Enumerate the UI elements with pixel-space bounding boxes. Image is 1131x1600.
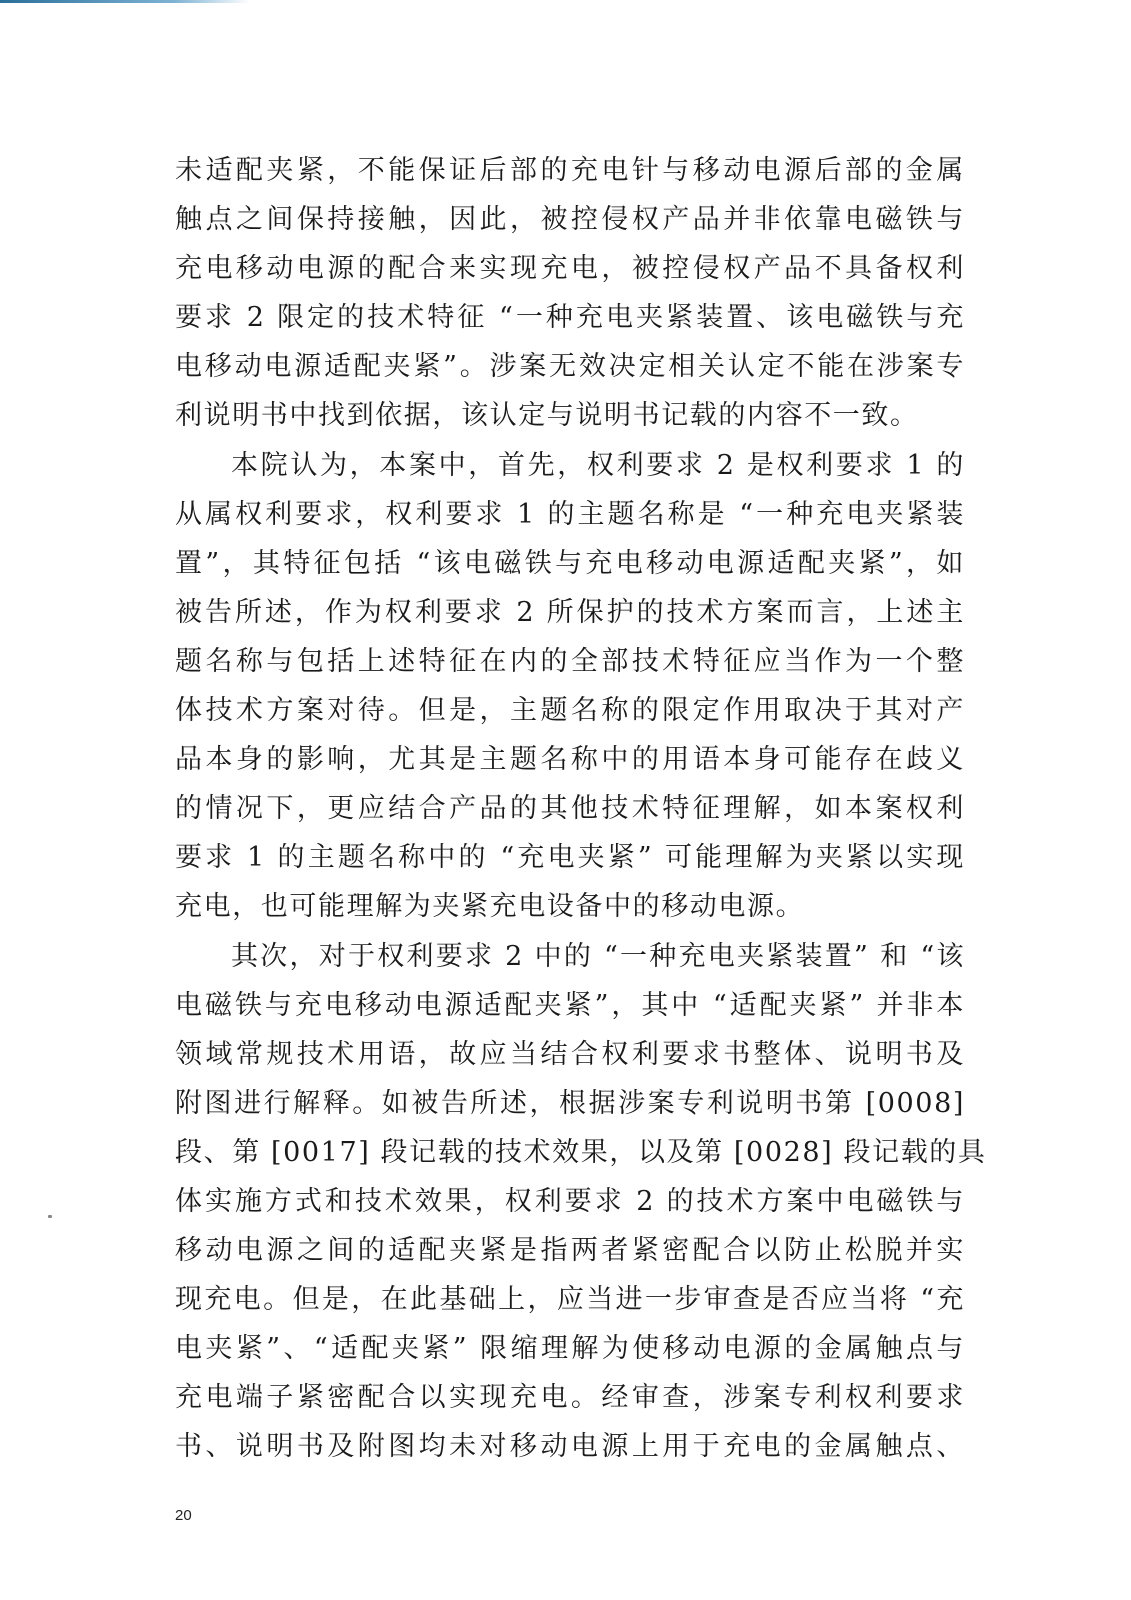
text-line: 的情况下，更应结合产品的其他技术特征理解，如本案权利 (175, 793, 965, 825)
paragraph-first-line: 其次，对于权利要求 2 中的 “一种充电夹紧装置” 和 “该 (231, 940, 965, 972)
text-line: 体实施方式和技术效果，权利要求 2 的技术方案中电磁铁与 (175, 1185, 965, 1217)
text-line: 充电端子紧密配合以实现充电。经审查，涉案专利权利要求 (175, 1382, 965, 1414)
text-line: 充电移动电源的配合来实现充电，被控侵权产品不具备权利 (175, 253, 965, 285)
text-line: 要求 2 限定的技术特征 “一种充电夹紧装置、该电磁铁与充 (175, 302, 965, 334)
text-line: 电夹紧”、“适配夹紧” 限缩理解为使移动电源的金属触点与 (175, 1333, 965, 1365)
text-line: 领域常规技术用语，故应当结合权利要求书整体、说明书及 (175, 1038, 965, 1070)
text-line: 题名称与包括上述特征在内的全部技术特征应当作为一个整 (175, 645, 965, 677)
text-line: 要求 1 的主题名称中的 “充电夹紧” 可能理解为夹紧以实现 (175, 842, 965, 874)
text-line: 移动电源之间的适配夹紧是指两者紧密配合以防止松脱并实 (175, 1235, 965, 1267)
text-line: 现充电。但是，在此基础上，应当进一步审查是否应当将 “充 (175, 1284, 965, 1316)
page-number: 20 (175, 1507, 192, 1524)
text-line: 电移动电源适配夹紧”。涉案无效决定相关认定不能在涉案专 (175, 351, 965, 383)
text-line: 体技术方案对待。但是，主题名称的限定作用取决于其对产 (175, 695, 965, 727)
text-line: 书、说明书及附图均未对移动电源上用于充电的金属触点、 (175, 1431, 965, 1463)
scan-speck-mark (48, 1215, 52, 1218)
text-line: 品本身的影响，尤其是主题名称中的用语本身可能存在歧义 (175, 744, 965, 776)
body-text (175, 146, 987, 1472)
text-line: 未适配夹紧，不能保证后部的充电针与移动电源后部的金属 (175, 155, 965, 186)
text-line: 利说明书中找到依据，该认定与说明书记载的内容不一致。 (175, 400, 919, 432)
text-line: 段、第 [0017] 段记载的技术效果，以及第 [0028] 段记载的具 (175, 1136, 987, 1168)
text-line: 被告所述，作为权利要求 2 所保护的技术方案而言，上述主 (175, 596, 965, 628)
text-line: 附图进行解释。如被告所述，根据涉案专利说明书第 [0008] (175, 1087, 965, 1119)
scan-edge-mark (0, 0, 250, 3)
paragraph-first-line: 本院认为，本案中，首先，权利要求 2 是权利要求 1 的 (231, 449, 965, 481)
text-line: 置”，其特征包括 “该电磁铁与充电移动电源适配夹紧”，如 (175, 547, 965, 579)
text-line: 触点之间保持接触，因此，被控侵权产品并非依靠电磁铁与 (175, 204, 965, 236)
text-line: 电磁铁与充电移动电源适配夹紧”，其中 “适配夹紧” 并非本 (175, 989, 965, 1021)
text-line: 充电，也可能理解为夹紧充电设备中的移动电源。 (175, 891, 805, 923)
text-line: 从属权利要求，权利要求 1 的主题名称是 “一种充电夹紧装 (175, 498, 965, 530)
